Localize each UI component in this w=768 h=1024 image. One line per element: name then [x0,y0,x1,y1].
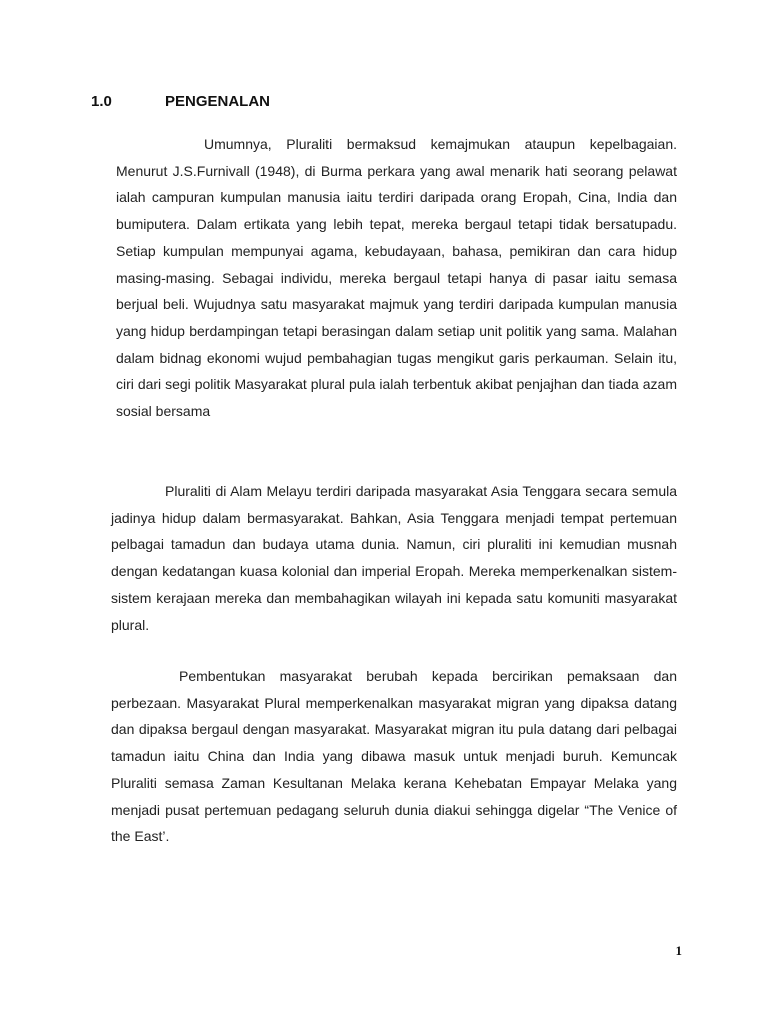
paragraph-2: Pluraliti di Alam Melayu terdiri daripada masyarakat Asia Tenggara secara semula jadinya hidup dalam bermasyarakat. Bahkan, Asia Tenggara menjadi tempat pertemuan pelbagai tamadun dan budaya utama dunia. Namun, ciri pluraliti ini kemudian musnah dengan kedatangan kuasa kolonial dan imperial Eropah. Mereka memperkenalkan sistem-sistem kerajaan mereka dan membahagikan wilayah ini kepada satu komuniti masyarakat plural. [111,483,677,633]
paragraph-1: Umumnya, Pluraliti bermaksud kemajmukan ataupun kepelbagaian. Menurut J.S.Furnivall (1948), di Burma perkara yang awal menarik hati seorang pelawat ialah campuran kumpulan manusia iaitu terdiri daripada orang Eropah, Cina, India dan bumiputera. Dalam ertikata yang lebih tepat, mereka bergaul tetapi tidak bersatupadu. Setiap kumpulan mempunyai agama, kebudayaan, bahasa, pemikiran dan cara hidup masing-masing. Sebagai individu, mereka bergaul tetapi hanya di pasar iaitu semasa berjual beli. Wujudnya satu masyarakat majmuk yang terdiri daripada kumpulan manusia yang hidup berdampingan tetapi berasingan dalam setiap unit politik yang sama. Malahan dalam bidnag ekonomi wujud pembahagian tugas mengikut garis perkauman. Selain itu, ciri dari segi politik Masyarakat plural pula ialah terbentuk akibat penjajhan dan tiada azam sosial bersama [116,136,677,420]
page-number: 1 [675,943,682,958]
paragraph-3: Pembentukan masyarakat berubah kepada bercirikan pemaksaan dan perbezaan. Masyarakat Plural memperkenalkan masyarakat migran yang dipaksa datang dan dipaksa bergaul dengan masyarakat. Masyarakat migran itu pula datang dari pelbagai tamadun iaitu China dan India yang dibawa masuk untuk menjadi buruh. Kemuncak Pluraliti semasa Zaman Kesultanan Melaka kerana Kehebatan Empayar Melaka yang menjadi pusat pertemuan pedagang seluruh dunia diakui sehingga digelar “The Venice of the East’. [111,668,677,845]
section-number: 1.0 [91,93,112,110]
section-title: PENGENALAN [165,93,271,110]
section-heading [91,92,270,112]
